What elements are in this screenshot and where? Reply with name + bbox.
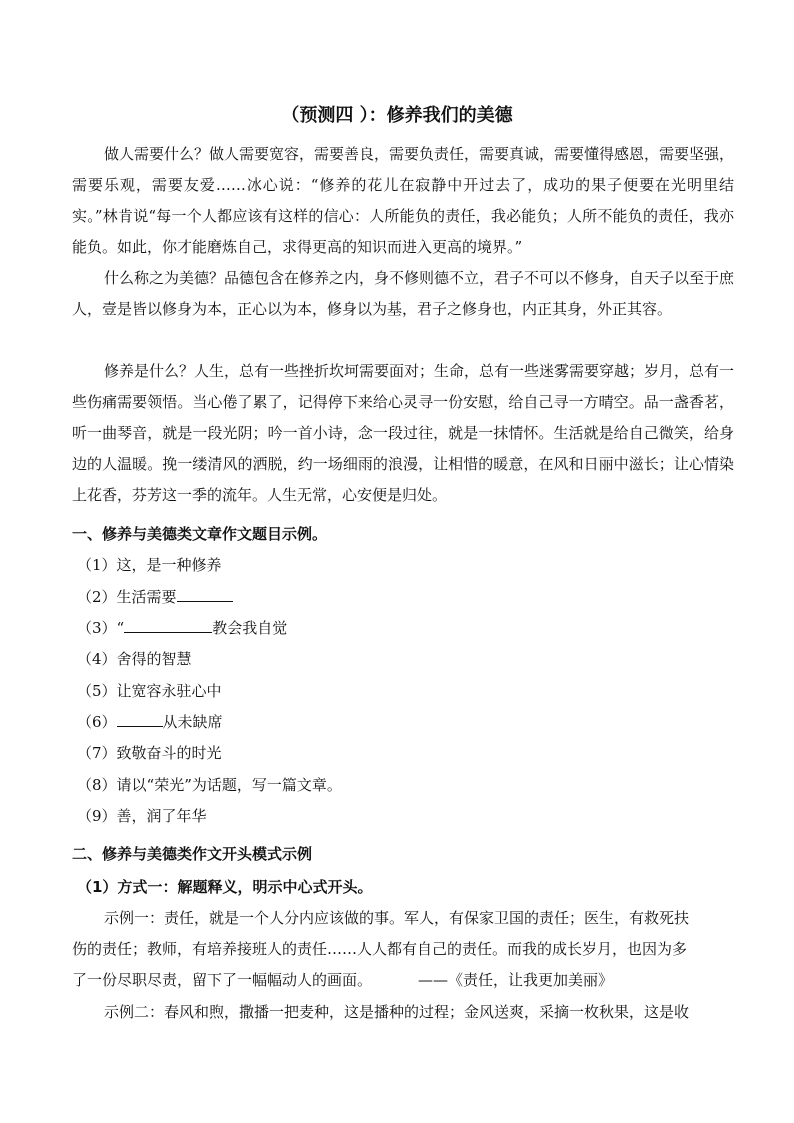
list-text: 请以“荣光”为话题，写一篇文章。 [116,776,342,794]
list-text: 致敬奋斗的时光 [116,744,222,762]
page-title: （预测四 ）：修养我们的美德 [281,105,513,126]
list-number: （5） [77,682,117,700]
fill-in-blank [117,712,163,727]
fill-in-blank [124,618,212,633]
list-number: （1） [77,556,117,574]
list-text: 让宽容永驻心中 [116,682,222,700]
list-number: （2） [77,588,117,606]
example-1-line-3-text: 了一份尽职尽责，留下了一幅幅动人的画面。 [72,971,373,989]
list-number: （4） [77,650,117,668]
list-number: （6） [77,713,117,731]
example-1-line-1: 示例一：责任，就是一个人分内应该做的事。军人，有保家卫国的责任；医生，有救死扶 [104,909,690,927]
example-1-source: ——《责任，让我更加美丽》 [418,971,614,989]
list-item [77,707,223,738]
list-item [77,550,222,581]
list-text: 从未缺席 [162,713,223,731]
list-item [77,582,233,613]
intro-paragraph-3: 修养是什么？人生，总有一些挫折坎坷需要面对；生命，总有一些迷雾需要穿越；岁月，总有一些伤痛需要领悟。当心倦了累了，记得停下来给心灵寻一份安慰，给自己寻一方晴空。品一盏香茗，听一曲琴音，就是一段光阴；吟一首小诗，念一段过往，就是一抹情怀。生活就是给自己微笑，给身边的人温暖。挽一缕清风的洒脱，约一场细雨的浪漫，让相惜的暖意，在风和日丽中滋长；让心情染上花香，芬芳这一季的流年。人生无常，心安便是归处。 [72,362,735,504]
list-item [77,801,207,832]
list-text: 这，是一种修养 [116,556,222,574]
list-text: 善，润了年华 [116,807,207,825]
list-number: （9） [77,807,117,825]
list-item [77,644,192,675]
list-item [77,770,342,801]
example-1-line-3 [72,965,734,996]
list-text: 舍得的智慧 [116,650,192,668]
section-2-heading: 二、修养与美德类作文开头模式示例 [72,845,313,863]
list-number: （3） [77,619,117,637]
example-1-line-2: 伤的责任；教师，有培养接班人的责任……人人都有自己的责任。而我的成长岁月，也因为多 [72,940,688,958]
intro-paragraph-2: 什么称之为美德？品德包含在修养之内，身不修则德不立，君子不可以不修身，自天子以至于庶人，壹是皆以修身为本，正心以为本，修身以为基，君子之修身也，内正其身，外正其容。 [72,269,735,318]
intro-paragraph-1: 做人需要什么？做人需要宽容，需要善良，需要负责任，需要真诚，需要懂得感恩，需要坚强，需要乐观，需要友爱……冰心说：“修养的花儿在寂静中开过去了，成功的果子便要在光明里结实。”林肯说“每一个人都应该有这样的信心：人所能负的责任，我必能负；人所不能负的责任，我亦能负。如此，你才能磨炼自己，求得更高的知识而进入更高的境界。” [72,145,735,256]
example-2-line-1: 示例二：春风和煦，撒播一把麦种，这是播种的过程；金风送爽，采摘一枚秋果，这是收 [104,1003,690,1021]
list-number: （7） [77,744,117,762]
section-1-heading: 一、修养与美德类文章作文题目示例。 [72,525,328,543]
fill-in-blank [177,587,233,602]
list-text: 生活需要 [116,588,177,606]
list-item [77,613,287,644]
method-1-heading: （1）方式一：解题释义，明示中心式开头。 [77,878,373,896]
list-item [77,738,222,769]
list-number: （8） [77,776,117,794]
list-open-quote: “ [116,619,125,637]
list-text: 教会我自觉 [212,619,288,637]
list-item [77,676,222,707]
